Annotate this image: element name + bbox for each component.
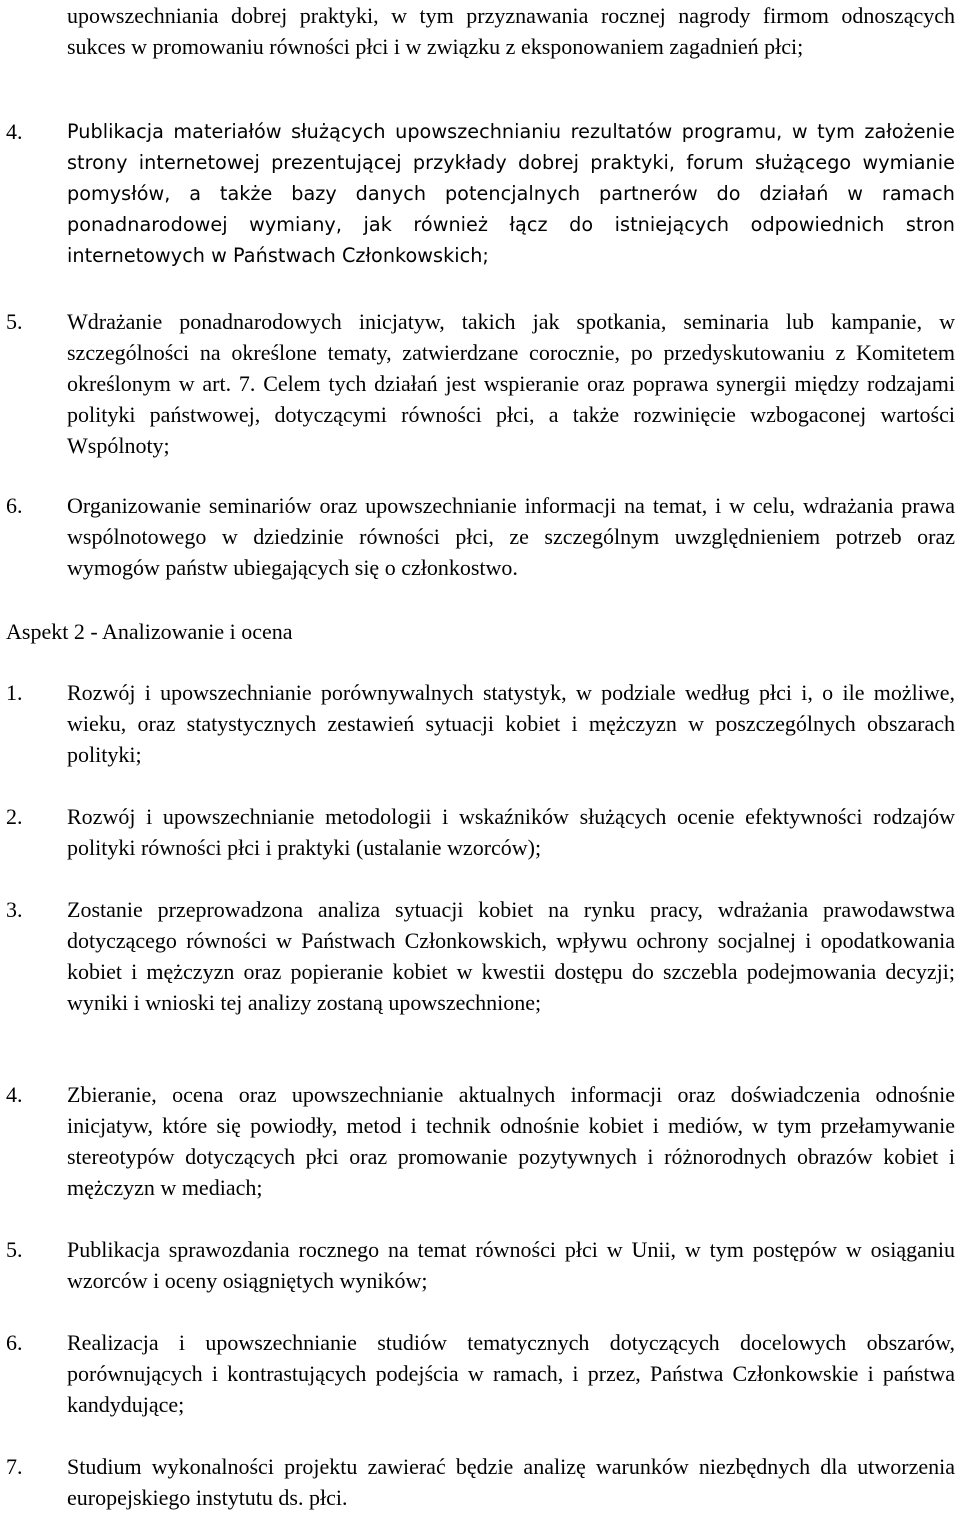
- paragraph-text: Rozwój i upowszechnianie porównywalnych statystyk, w podziale według płci i, o ile możliwe, wieku, oraz statystycznych zestawień sytuacji kobiet i mężczyzn w poszczególnych obszarach polityki;: [67, 680, 955, 767]
- item-number: 6.: [6, 493, 23, 518]
- paragraph-text: Publikacja materiałów służących upowszechnianiu rezultatów programu, w tym założenie strony internetowej prezentującej przykłady dobrej praktyki, forum służącego wymianie pomysłów, a także bazy danych potencjalnych partnerów do działań w ramach ponadnarodowej wymiany, jak również łącz do istniejących odpowiednich stron internetowych w Państwach Członkowskich;: [67, 120, 955, 267]
- item-number: 4.: [6, 1082, 23, 1107]
- list-item-aspect2-6: [0, 1327, 955, 1420]
- list-item-aspect1-5: [0, 306, 955, 461]
- paragraph-text: Zbieranie, ocena oraz upowszechnianie aktualnych informacji oraz doświadczenia odnośnie inicjatyw, które się powiodły, metod i technik odnośnie kobiet i mediów, w tym przełamywanie stereotypów dotyczących płci oraz promowanie pozytywnych i różnorodnych obrazów kobiet i mężczyzn w mediach;: [67, 1082, 955, 1200]
- list-item-aspect2-5: [0, 1234, 955, 1296]
- paragraph-text: Organizowanie seminariów oraz upowszechnianie informacji na temat, i w celu, wdrażania prawa wspólnotowego w dziedzinie równości płci, ze szczególnym uwzględnieniem potrzeb oraz wymogów państw ubiegających się o członkostwo.: [67, 493, 955, 580]
- item-number: 7.: [6, 1454, 23, 1479]
- item-number: 1.: [6, 680, 23, 705]
- paragraph-text: Wdrażanie ponadnarodowych inicjatyw, takich jak spotkania, seminaria lub kampanie, w szczególności na określone tematy, zatwierdzane corocznie, po przedyskutowaniu z Komitetem określonym w art. 7. Celem tych działań jest wspieranie oraz poprawa synergii między rodzajami polityki państwowej, dotyczącymi równości płci, a także rozwinięcie wzbogaconej wartości Wspólnoty;: [67, 309, 955, 458]
- list-item-aspect2-1: [0, 677, 955, 770]
- paragraph-text: upowszechniania dobrej praktyki, w tym przyznawania rocznej nagrody firmom odnoszących sukces w promowaniu równości płci i w związku z eksponowaniem zagadnień płci;: [67, 3, 955, 59]
- section-heading: Aspekt 2 - Analizowanie i ocena: [6, 619, 293, 644]
- paragraph-text: Zostanie przeprowadzona analiza sytuacji kobiet na rynku pracy, wdrażania prawodawstwa dotyczącego równości w Państwach Członkowskich, wpływu ochrony socjalnej i opodatkowania kobiet i mężczyzn oraz popieranie kobiet w kwestii dostępu do szczebla podejmowania decyzji; wyniki i wnioski tej analizy zostaną upowszechnione;: [67, 897, 955, 1015]
- list-item-aspect1-6: [0, 490, 955, 583]
- item-number: 3.: [6, 897, 23, 922]
- paragraph-text: Realizacja i upowszechnianie studiów tematycznych dotyczących docelowych obszarów, porównujących i kontrastujących podejścia w ramach, i przez, Państwa Członkowskie i państwa kandydujące;: [67, 1330, 955, 1417]
- paragraph-text: Publikacja sprawozdania rocznego na temat równości płci w Unii, w tym postępów w osiąganiu wzorców i oceny osiągniętych wyników;: [67, 1237, 955, 1293]
- list-item-continuation: [0, 0, 955, 62]
- item-number: 4.: [6, 119, 23, 144]
- item-number: 5.: [6, 309, 23, 334]
- item-number: 6.: [6, 1330, 23, 1355]
- list-item-aspect2-7: [0, 1451, 955, 1513]
- list-item-aspect2-4: [0, 1079, 955, 1203]
- item-number: 5.: [6, 1237, 23, 1262]
- paragraph-text: Studium wykonalności projektu zawierać będzie analizę warunków niezbędnych dla utworzenia europejskiego instytutu ds. płci.: [67, 1454, 955, 1510]
- list-item-aspect2-3: [0, 894, 955, 1018]
- list-item-aspect2-2: [0, 801, 955, 863]
- item-number: 2.: [6, 804, 23, 829]
- paragraph-text: Rozwój i upowszechnianie metodologii i wskaźników służących ocenie efektywności rodzajów polityki równości płci i praktyki (ustalanie wzorców);: [67, 804, 955, 860]
- list-item-aspect1-4: [0, 116, 955, 271]
